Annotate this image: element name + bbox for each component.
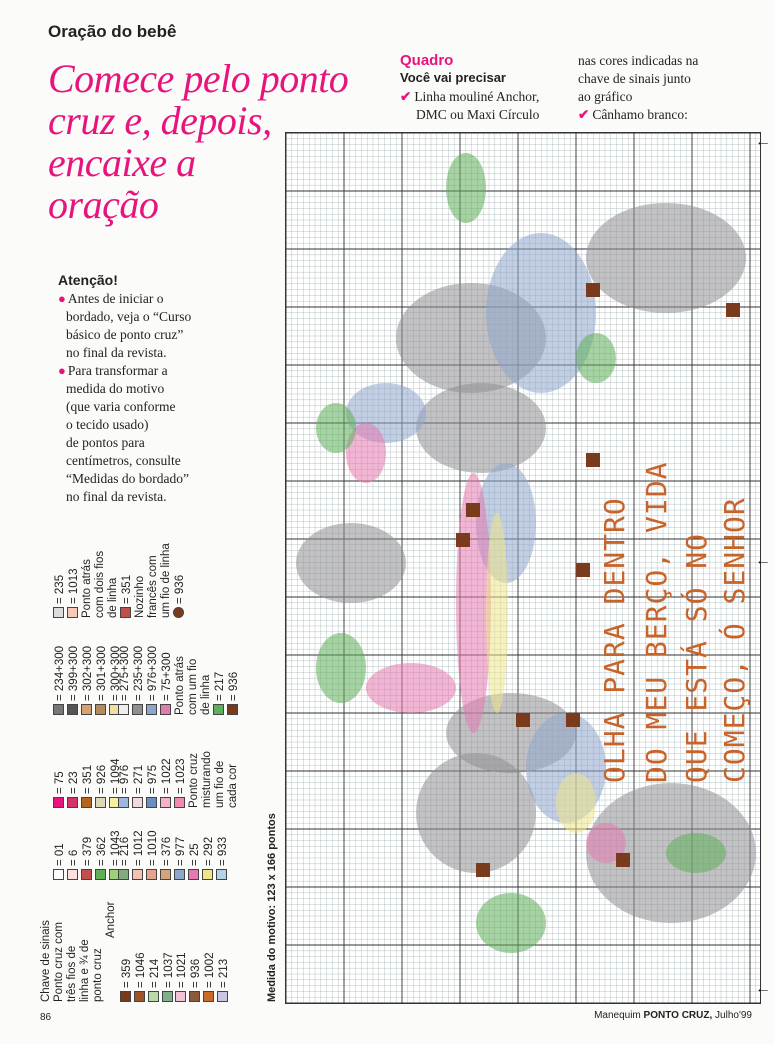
brown-stitch — [586, 453, 600, 467]
key-column-3b — [118, 751, 240, 808]
brown-stitch — [586, 283, 600, 297]
attention-text: “Medidas do bordado” — [66, 471, 189, 486]
swatch-icon — [67, 607, 78, 618]
key-column-4b — [118, 646, 241, 715]
key-text: = 936 — [174, 574, 186, 604]
headline-line: cruz e, depois, — [48, 98, 272, 143]
swatch-icon — [160, 797, 171, 808]
bullet-icon: ● — [58, 291, 66, 306]
motif-blob — [296, 523, 406, 603]
key-text: = 23 — [68, 771, 80, 794]
swatch-icon — [174, 797, 185, 808]
key-text: = 1023 — [175, 758, 187, 794]
swatch-icon — [227, 704, 238, 715]
key-text: = 976+300 — [147, 645, 159, 701]
cross-stitch-chart — [285, 132, 761, 1004]
attention-text: medida do motivo — [66, 381, 165, 396]
swatch-icon — [134, 991, 145, 1002]
key-text: = 1010 — [147, 830, 159, 866]
key-text: com um fio — [187, 658, 199, 715]
swatch-icon — [202, 869, 213, 880]
key-text: = 376 — [161, 836, 173, 866]
materials-text: Linha mouliné Anchor, — [414, 89, 540, 104]
swatch-icon — [132, 704, 143, 715]
swatch-icon — [53, 797, 64, 808]
attention-item — [58, 290, 218, 362]
key-text: = 975 — [147, 764, 159, 794]
magazine-date: Julho'99 — [715, 1010, 752, 1021]
swatch-icon — [132, 869, 143, 880]
swatch-icon — [160, 704, 171, 715]
motif-blob — [476, 893, 546, 953]
key-text: = 379 — [82, 836, 94, 866]
key-text: = 302+300 — [82, 645, 94, 701]
key-text: = 1022 — [161, 758, 173, 794]
prayer-line: COMEÇO, Ó SENHOR — [718, 497, 751, 783]
brown-stitch — [566, 713, 580, 727]
brown-stitch — [616, 853, 630, 867]
chart-canvas — [286, 133, 760, 1003]
key-text: Ponto atrás — [174, 656, 186, 715]
swatch-icon — [160, 869, 171, 880]
swatch-icon — [189, 991, 200, 1002]
brown-stitch — [576, 563, 590, 577]
key-text: = 362 — [96, 836, 108, 866]
swatch-icon — [146, 797, 157, 808]
swatch-icon — [95, 797, 106, 808]
attention-text: no final da revista. — [66, 345, 167, 360]
key-text: = 351 — [121, 574, 133, 604]
key-text: cada cor — [227, 763, 239, 808]
swatch-icon — [53, 704, 64, 715]
key-column-1d — [175, 953, 231, 1003]
swatch-icon — [188, 869, 199, 880]
swatch-icon — [174, 869, 185, 880]
key-column-3 — [40, 759, 123, 809]
key-text: Chave de sinais — [40, 920, 52, 1002]
center-arrow-icon: ← — [755, 980, 771, 997]
key-text: um fio de linha — [160, 543, 172, 618]
section-tag: Oração do bebê — [48, 22, 177, 41]
swatch-icon — [81, 869, 92, 880]
key-text: = 235 — [54, 574, 66, 604]
brown-stitch — [516, 713, 530, 727]
key-text: francês com — [147, 555, 159, 618]
swatch-icon — [175, 991, 186, 1002]
key-text: Ponto cruz com — [53, 922, 65, 1002]
motif-blob — [666, 833, 726, 873]
key-text: = 1013 — [68, 568, 80, 604]
key-text: ponto cruz — [92, 948, 104, 1002]
motif-blob — [576, 333, 616, 383]
headline-line: encaixe a — [48, 140, 196, 185]
check-icon: ✔ — [578, 107, 590, 122]
swatch-icon — [203, 991, 214, 1002]
motif-blob — [366, 663, 456, 713]
swatch-icon — [146, 704, 157, 715]
key-column-2 — [40, 831, 123, 881]
swatch-icon — [217, 991, 228, 1002]
key-text: linha e ¾ de — [79, 939, 91, 1002]
attention-text: de pontos para — [66, 435, 145, 450]
swatch-icon — [213, 704, 224, 715]
materials-text: chave de sinais junto — [578, 71, 691, 86]
brown-stitch — [466, 503, 480, 517]
magazine-title: PONTO CRUZ, — [643, 1010, 713, 1021]
key-text: = 300+300 — [110, 645, 122, 701]
magazine-name: Manequim — [594, 1010, 641, 1021]
motif-blob — [446, 153, 486, 223]
attention-text: bordado, veja o “Curso — [66, 309, 192, 324]
key-text: Ponto cruz — [188, 753, 200, 808]
swatch-icon — [173, 607, 184, 618]
key-text: = 933 — [217, 836, 229, 866]
swatch-icon — [120, 607, 131, 618]
swatch-icon — [53, 607, 64, 618]
motif-blob — [486, 513, 508, 713]
key-text: = 1046 — [135, 952, 147, 988]
key-text: = 214 — [149, 958, 161, 988]
key-text: = 1043 — [110, 830, 122, 866]
magazine-footer — [594, 1010, 752, 1021]
key-text: = 936 — [190, 958, 202, 988]
key-text: Anchor — [105, 901, 117, 938]
swatch-icon — [67, 704, 78, 715]
swatch-icon — [148, 991, 159, 1002]
key-text: um fio de — [214, 760, 226, 808]
brown-stitch — [476, 863, 490, 877]
key-text: = 926 — [96, 764, 108, 794]
key-text: = 217 — [214, 671, 226, 701]
key-text: três fios de — [66, 945, 78, 1002]
materials-col-2 — [578, 52, 698, 124]
key-text: Nozinho — [134, 575, 146, 618]
key-text: = 351 — [82, 764, 94, 794]
key-text: = 301+300 — [96, 645, 108, 701]
key-column-2b — [118, 831, 230, 881]
materials-text: nas cores indicadas na — [578, 53, 699, 68]
prayer-line: QUE ESTÁ SÓ NO — [680, 532, 713, 783]
key-text: = 6 — [68, 849, 80, 866]
key-text: = 234+300 — [54, 645, 66, 701]
center-arrow-icon: ← — [755, 552, 771, 569]
brown-stitch — [726, 303, 740, 317]
key-text: = 936 — [228, 671, 240, 701]
key-text: = 271 — [133, 764, 145, 794]
key-text: = 275+300 — [119, 645, 131, 701]
swatch-icon — [216, 869, 227, 880]
attention-text: no final da revista. — [66, 489, 167, 504]
key-text: = 399+300 — [68, 645, 80, 701]
swatch-icon — [146, 869, 157, 880]
key-text: = 25 — [189, 843, 201, 866]
quadro-title: Quadro — [400, 52, 454, 69]
key-text: de linha — [200, 674, 212, 715]
key-text: = 75 — [54, 771, 66, 794]
page-number: 86 — [40, 1012, 52, 1023]
key-text: = 1037 — [163, 952, 175, 988]
motif-blob — [316, 633, 366, 703]
attention-text: Antes de iniciar o — [67, 291, 164, 306]
swatch-icon — [81, 797, 92, 808]
swatch-icon — [67, 869, 78, 880]
swatch-icon — [162, 991, 173, 1002]
motif-blob — [316, 403, 356, 453]
key-text: = 1094 — [110, 758, 122, 794]
center-arrow-icon: ← — [755, 133, 771, 150]
motif-blob — [556, 773, 596, 833]
swatch-icon — [67, 797, 78, 808]
prayer-line: OLHA PARA DENTRO — [598, 497, 631, 783]
materials-heading: Você vai precisar — [400, 70, 506, 85]
check-icon: ✔ — [400, 89, 412, 104]
motif-blob — [416, 753, 536, 873]
attention-title: Atenção! — [58, 272, 118, 288]
key-text: = 977 — [175, 836, 187, 866]
swatch-icon — [95, 869, 106, 880]
key-text: = 01 — [54, 843, 66, 866]
key-text: misturando — [201, 751, 213, 808]
prayer-line: DO MEU BERÇO, VIDA — [640, 461, 673, 783]
key-text: = 216 — [119, 836, 131, 866]
key-text: de linha — [107, 577, 119, 618]
motif-blob — [586, 203, 746, 313]
key-text: = 213 — [218, 958, 230, 988]
swatch-icon — [118, 869, 129, 880]
headline-line: Comece pelo ponto — [48, 56, 349, 101]
key-text: = 292 — [203, 836, 215, 866]
key-text: = 235+300 — [133, 645, 145, 701]
swatch-icon — [81, 704, 92, 715]
key-text: = 359 — [121, 958, 133, 988]
swatch-icon — [118, 704, 129, 715]
materials-text: DMC ou Maxi Círculo — [416, 107, 540, 122]
attention-text: o tecido usado) — [66, 417, 149, 432]
attention-item — [58, 362, 218, 506]
swatch-icon — [95, 704, 106, 715]
swatch-icon — [53, 869, 64, 880]
key-text: = 1021 — [176, 952, 188, 988]
headline-line: oração — [48, 182, 159, 227]
attention-text: básico de ponto cruz” — [66, 327, 184, 342]
key-text: = 1012 — [133, 830, 145, 866]
key-text: com dois fios — [94, 550, 106, 618]
materials-text: ao gráfico — [578, 89, 633, 104]
key-column-5 — [40, 543, 187, 618]
materials-col-1 — [400, 88, 539, 124]
key-text: Ponto atrás — [81, 559, 93, 618]
key-column-1b — [40, 902, 118, 940]
brown-stitch — [456, 533, 470, 547]
motif-blob — [416, 383, 546, 473]
swatch-icon — [132, 797, 143, 808]
motif-size: Medida do motivo: 123 x 166 pontos — [266, 813, 278, 1002]
swatch-icon — [118, 797, 129, 808]
attention-text: centímetros, consulte — [66, 453, 181, 468]
swatch-icon — [120, 991, 131, 1002]
attention-text: (que varia conforme — [66, 399, 176, 414]
key-text: = 1002 — [204, 952, 216, 988]
key-text: = 75+300 — [161, 652, 173, 701]
key-text: = 976 — [119, 764, 131, 794]
bullet-icon: ● — [58, 363, 66, 378]
materials-text: Cânhamo branco: — [592, 107, 688, 122]
key-column-4 — [40, 646, 123, 715]
attention-text: Para transformar a — [67, 363, 168, 378]
key-column-1c — [120, 953, 176, 1003]
